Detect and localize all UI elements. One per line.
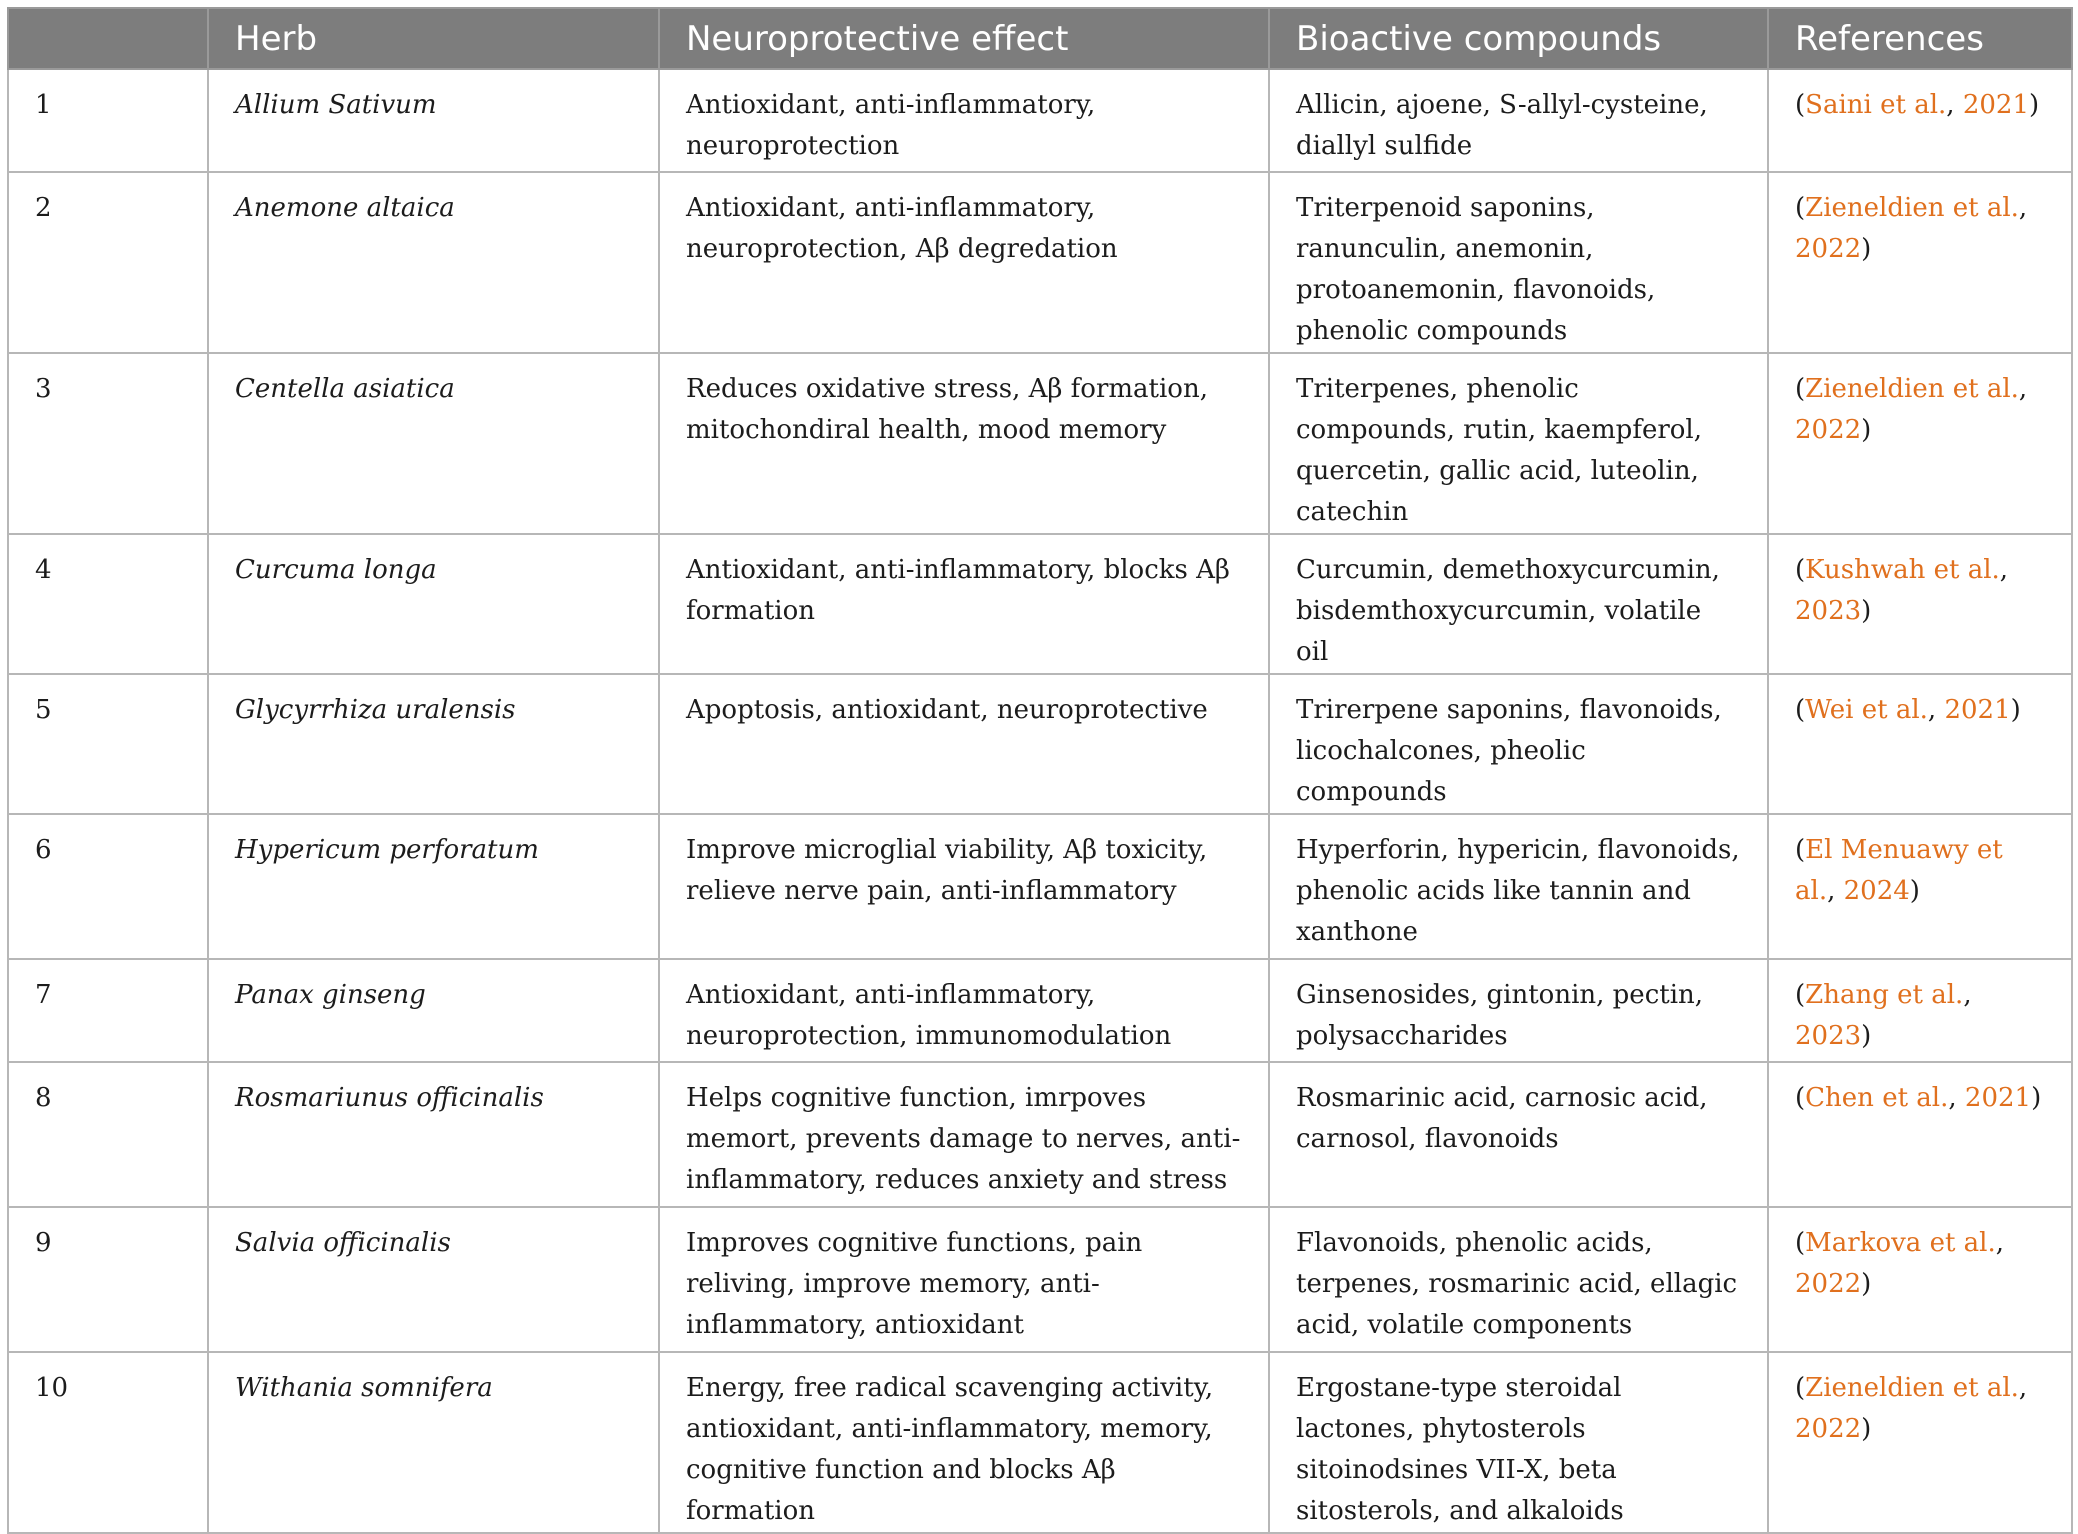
row-number: 7 [8, 959, 208, 1062]
neuroprotective-effect: Antioxidant, anti-inflammatory, blocks Aβ formation [659, 534, 1269, 674]
header-references: References [1768, 8, 2072, 69]
reference-year-link[interactable]: 2021 [1964, 1083, 2032, 1113]
neuroprotective-effect: Improve microglial viability, Aβ toxicity, relieve nerve pain, anti-inflammatory [659, 814, 1269, 959]
table-row [8, 1207, 2072, 1352]
herb-table [7, 7, 2073, 1534]
neuroprotective-effect: Apoptosis, antioxidant, neuroprotective [659, 674, 1269, 814]
neuroprotective-effect: Reduces oxidative stress, Aβ formation, mitochondiral health, mood memory [659, 353, 1269, 534]
reference: (Kushwah et al., 2023) [1768, 534, 2072, 674]
herb-name: Hypericum perforatum [208, 814, 659, 959]
reference: (Wei et al., 2021) [1768, 674, 2072, 814]
reference-year-link[interactable]: 2024 [1843, 876, 1910, 906]
herb-name: Withania somnifera [208, 1352, 659, 1533]
bioactive-compounds: Rosmarinic acid, carnosic acid, carnosol, flavonoids [1269, 1062, 1768, 1207]
table-row [8, 69, 2072, 172]
reference-author-link[interactable]: El Menuawy et al. [1795, 835, 2003, 906]
bioactive-compounds: Curcumin, demethoxycurcumin, bisdemthoxycurcumin, volatile oil [1269, 534, 1768, 674]
reference-year-link[interactable]: 2021 [1962, 90, 2029, 120]
bioactive-compounds: Allicin, ajoene, S-allyl-cysteine, diallyl sulfide [1269, 69, 1768, 172]
neuroprotective-effect: Energy, free radical scavenging activity, antioxidant, anti-inflammatory, memory, cognitive function and blocks Aβ formation [659, 1352, 1269, 1533]
row-number: 9 [8, 1207, 208, 1352]
herb-name: Allium Sativum [208, 69, 659, 172]
neuroprotective-effect: Helps cognitive function, imrpoves memort, prevents damage to nerves, anti-inflammatory, reduces anxiety and stress [659, 1062, 1269, 1207]
reference: (Zieneldien et al., 2022) [1768, 1352, 2072, 1533]
neuroprotective-effect: Improves cognitive functions, pain reliving, improve memory, anti-inflammatory, antioxidant [659, 1207, 1269, 1352]
row-number: 4 [8, 534, 208, 674]
reference: (Markova et al., 2022) [1768, 1207, 2072, 1352]
header-row [8, 8, 2072, 69]
bioactive-compounds: Flavonoids, phenolic acids, terpenes, rosmarinic acid, ellagic acid, volatile components [1269, 1207, 1768, 1352]
reference: (Zhang et al., 2023) [1768, 959, 2072, 1062]
reference-author-link[interactable]: Zhang et al. [1805, 980, 1964, 1010]
reference-author-link[interactable]: Zieneldien et al. [1805, 374, 2019, 404]
reference: (El Menuawy et al., 2024) [1768, 814, 2072, 959]
neuroprotective-effect: Antioxidant, anti-inflammatory, neuroprotection, Aβ degredation [659, 172, 1269, 353]
row-number: 6 [8, 814, 208, 959]
herb-name: Salvia officinalis [208, 1207, 659, 1352]
header-neuroprotective-effect: Neuroprotective effect [659, 8, 1269, 69]
neuroprotective-effect: Antioxidant, anti-inflammatory, neuroprotection [659, 69, 1269, 172]
table-row [8, 1062, 2072, 1207]
bioactive-compounds: Hyperforin, hypericin, flavonoids, phenolic acids like tannin and xanthone [1269, 814, 1768, 959]
reference: (Saini et al., 2021) [1768, 69, 2072, 172]
row-number: 3 [8, 353, 208, 534]
herb-name: Curcuma longa [208, 534, 659, 674]
row-number: 8 [8, 1062, 208, 1207]
herb-name: Anemone altaica [208, 172, 659, 353]
herb-name: Glycyrrhiza uralensis [208, 674, 659, 814]
table-row [8, 1352, 2072, 1533]
reference-author-link[interactable]: Chen et al. [1805, 1083, 1949, 1113]
reference-author-link[interactable]: Zieneldien et al. [1805, 1373, 2019, 1403]
reference-year-link[interactable]: 2022 [1795, 1414, 1862, 1444]
herb-name: Panax ginseng [208, 959, 659, 1062]
table-row [8, 674, 2072, 814]
herb-name: Rosmariunus officinalis [208, 1062, 659, 1207]
table-row [8, 172, 2072, 353]
bioactive-compounds: Ergostane-type steroidal lactones, phytosterols sitoinodsines VII-X, beta sitosterols, and alkaloids [1269, 1352, 1768, 1533]
reference-year-link[interactable]: 2021 [1944, 695, 2011, 725]
bioactive-compounds: Trirerpene saponins, flavonoids, licochalcones, pheolic compounds [1269, 674, 1768, 814]
herb-name: Centella asiatica [208, 353, 659, 534]
table-row [8, 534, 2072, 674]
reference-year-link[interactable]: 2023 [1795, 596, 1862, 626]
reference-author-link[interactable]: Kushwah et al. [1805, 555, 2000, 585]
bioactive-compounds: Ginsenosides, gintonin, pectin, polysaccharides [1269, 959, 1768, 1062]
neuroprotective-effect: Antioxidant, anti-inflammatory, neuroprotection, immunomodulation [659, 959, 1269, 1062]
row-number: 2 [8, 172, 208, 353]
reference: (Zieneldien et al., 2022) [1768, 172, 2072, 353]
reference-year-link[interactable]: 2022 [1795, 1269, 1862, 1299]
table-row [8, 959, 2072, 1062]
row-number: 5 [8, 674, 208, 814]
reference: (Zieneldien et al., 2022) [1768, 353, 2072, 534]
reference-author-link[interactable]: Zieneldien et al. [1805, 193, 2019, 223]
reference-year-link[interactable]: 2022 [1795, 234, 1862, 264]
header-herb: Herb [208, 8, 659, 69]
bioactive-compounds: Triterpenes, phenolic compounds, rutin, kaempferol, quercetin, gallic acid, luteolin, catechin [1269, 353, 1768, 534]
header-number [8, 8, 208, 69]
table-row [8, 353, 2072, 534]
reference-author-link[interactable]: Markova et al. [1805, 1228, 1996, 1258]
reference-year-link[interactable]: 2023 [1795, 1021, 1862, 1051]
reference-author-link[interactable]: Saini et al. [1805, 90, 1947, 120]
row-number: 1 [8, 69, 208, 172]
reference-author-link[interactable]: Wei et al. [1805, 695, 1928, 725]
bioactive-compounds: Triterpenoid saponins, ranunculin, anemonin, protoanemonin, flavonoids, phenolic compounds [1269, 172, 1768, 353]
reference-year-link[interactable]: 2022 [1795, 415, 1862, 445]
row-number: 10 [8, 1352, 208, 1533]
table-row [8, 814, 2072, 959]
header-bioactive-compounds: Bioactive compounds [1269, 8, 1768, 69]
reference: (Chen et al., 2021) [1768, 1062, 2072, 1207]
